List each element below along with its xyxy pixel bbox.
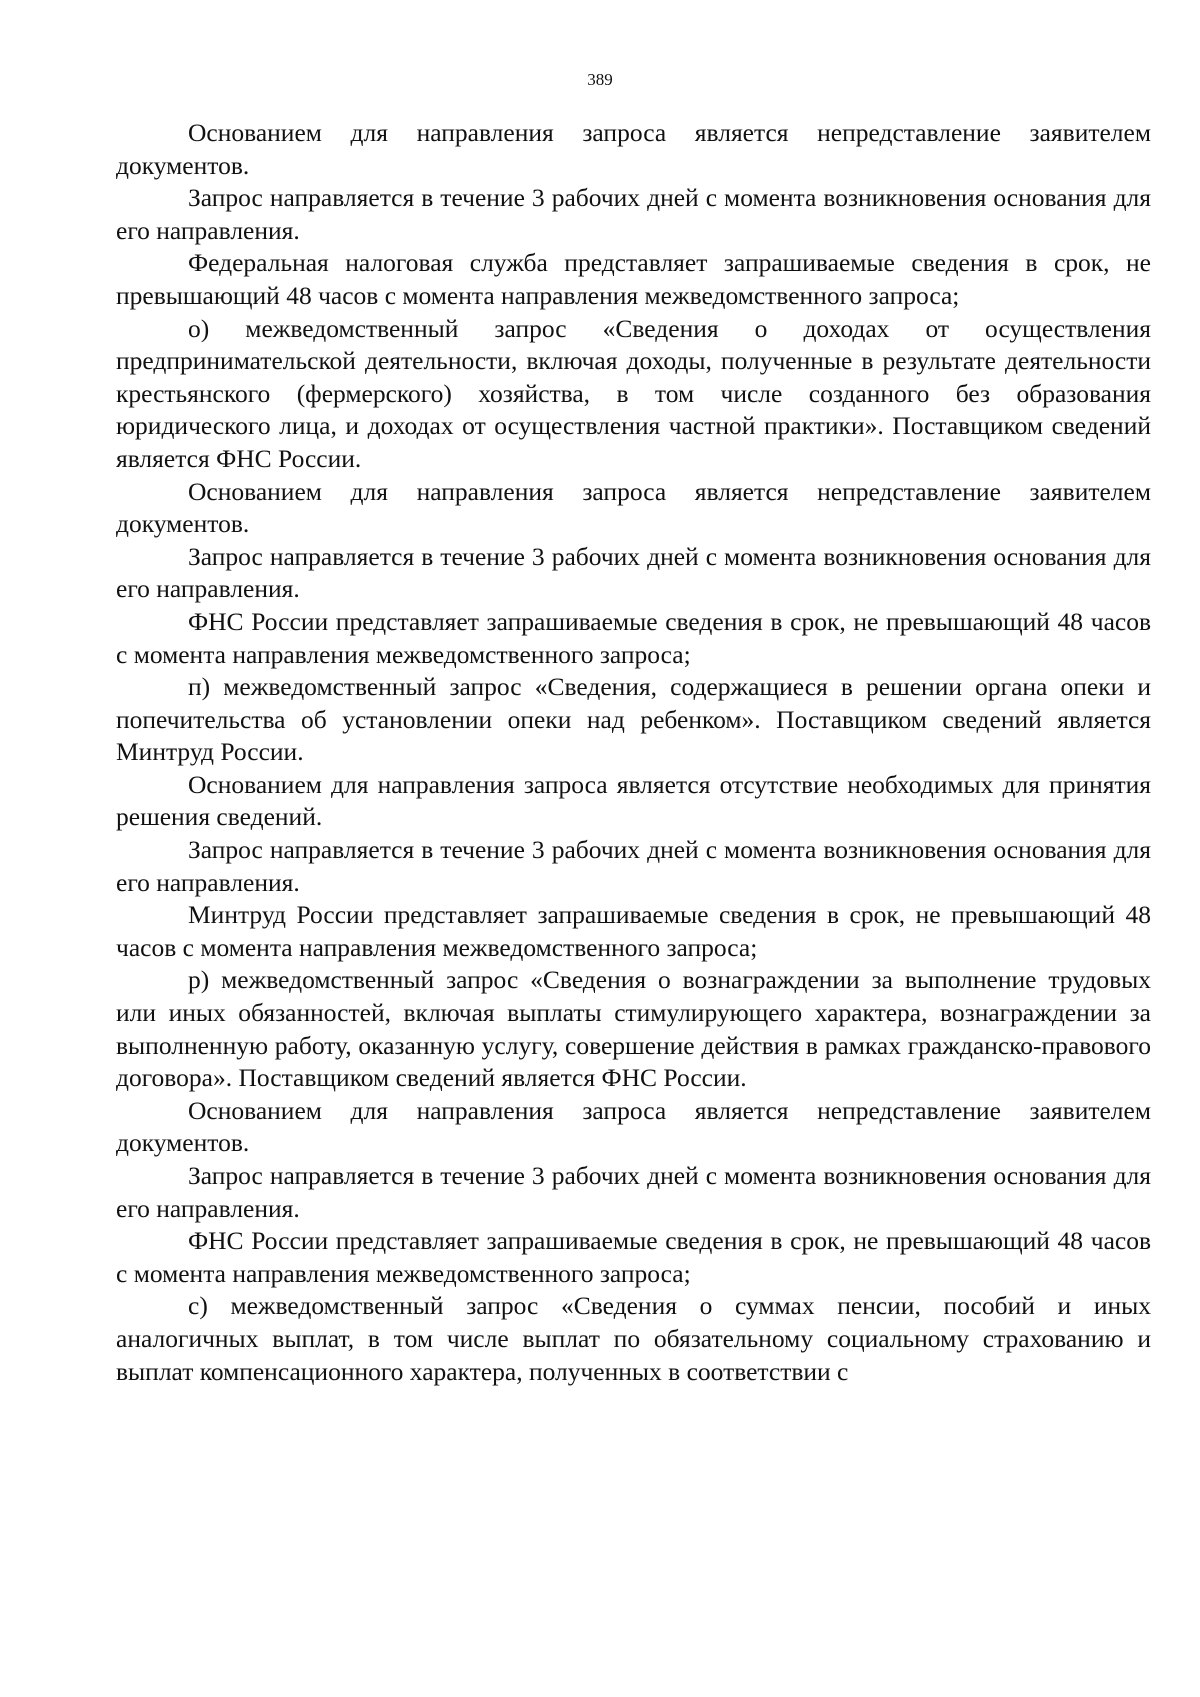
paragraph: Основанием для направления запроса является непредставление заявителем документов. (116, 118, 1151, 180)
paragraph: Основанием для направления запроса является отсутствие необходимых для принятия решения сведений. (116, 769, 1151, 832)
paragraph: с) межведомственный запрос «Сведения о суммах пенсии, пособий и иных аналогичных выплат, в том числе выплат по обязательному социальному страхованию и выплат компенсационного характера, полученных в соответствии с (116, 1291, 1151, 1386)
paragraph: Запрос направляется в течение 3 рабочих дней с момента возникновения основания для его направления. (116, 1161, 1151, 1223)
paragraph: Основанием для направления запроса является непредставление заявителем документов. (116, 1095, 1151, 1158)
paragraph: о) межведомственный запрос «Сведения о доходах от осуществления предпринимательской деятельности, включая доходы, полученные в результате деятельности крестьянского (фермерского) хозяйства, в том числе созданного без образования юридического лица, и доходах от осуществления частной практики». Поставщиком сведений является ФНС России. (116, 313, 1151, 473)
paragraph: Минтруд России представляет запрашиваемые сведения в срок, не превышающий 48 часов с момента направления межведомственного запроса; (116, 900, 1151, 962)
paragraph: п) межведомственный запрос «Сведения, содержащиеся в решении органа опеки и попечительства об установлении опеки над ребенком». Поставщиком сведений является Минтруд России. (116, 672, 1151, 767)
paragraph: ФНС России представляет запрашиваемые сведения в срок, не превышающий 48 часов с момента направления межведомственного запроса; (116, 1226, 1151, 1288)
paragraph: ФНС России представляет запрашиваемые сведения в срок, не превышающий 48 часов с момента направления межведомственного запроса; (116, 606, 1151, 669)
document-body (116, 117, 1151, 1388)
paragraph: р) межведомственный запрос «Сведения о вознаграждении за выполнение трудовых или иных обязанностей, включая выплаты стимулирующего характера, вознаграждении за выполненную работу, оказанную услугу, совершение действия в рамках гражданско-правового договора». Поставщиком сведений является ФНС России. (116, 965, 1151, 1093)
paragraph: Запрос направляется в течение 3 рабочих дней с момента возникновения основания для его направления. (116, 183, 1151, 245)
page-number: 389 (587, 70, 613, 89)
paragraph: Федеральная налоговая служба представляет запрашиваемые сведения в срок, не превышающий 48 часов с момента направления межведомственного запроса; (116, 248, 1151, 310)
paragraph: Запрос направляется в течение 3 рабочих дней с момента возникновения основания для его направления. (116, 541, 1151, 604)
paragraph: Основанием для направления запроса является непредставление заявителем документов. (116, 476, 1151, 539)
paragraph: Запрос направляется в течение 3 рабочих дней с момента возникновения основания для его направления. (116, 835, 1151, 897)
